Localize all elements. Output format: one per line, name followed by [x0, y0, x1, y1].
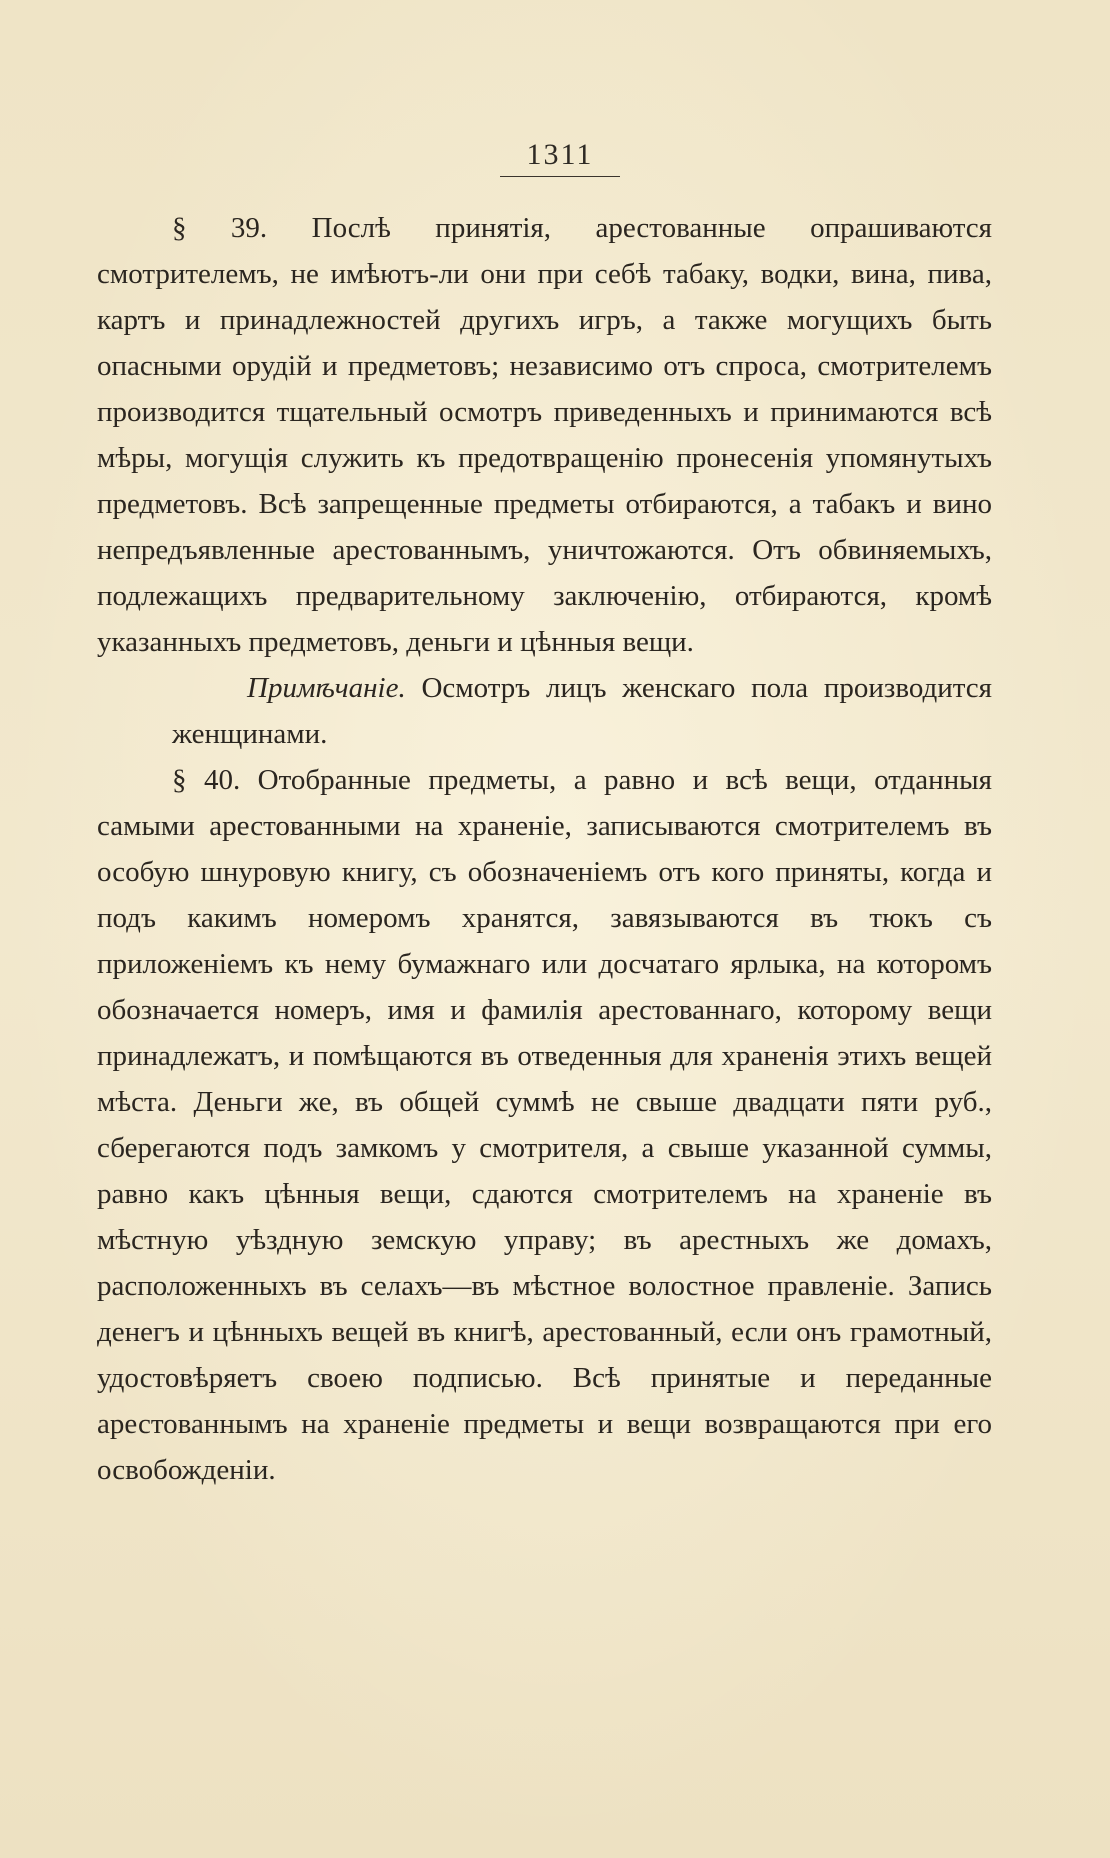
- text-column: [97, 205, 992, 1493]
- section-40: [97, 757, 992, 1493]
- section-39-mark: § 39.: [172, 212, 268, 244]
- section-39-text: Послѣ принятія, арестованные опрашиваются смотрителемъ, не имѣютъ-ли они при себѣ табаку, водки, вина, пива, картъ и принадлежностей другихъ игръ, а также могущихъ быть опасными орудій и предметовъ; независимо отъ спроса, смотрителемъ производится тщательный осмотръ приведенныхъ и принимаются всѣ мѣры, могущія служить къ предотвращенію пронесенія упомянутыхъ предметовъ. Всѣ запрещенные предметы отбираются, а табакъ и вино непредъявленные арестованнымъ, уничтожаются. Отъ обвиняемыхъ, подлежащихъ предварительному заключенію, отбираются, кромѣ указанныхъ предметовъ, деньги и цѣнныя вещи.: [97, 212, 993, 658]
- section-39: [97, 205, 992, 665]
- section-40-text: Отобранные предметы, а равно и всѣ вещи, отданныя самыми арестованными на храненіе, записываются смотрителемъ въ особую шнуровую книгу, съ обозначеніемъ отъ кого приняты, когда и подъ какимъ номеромъ хранятся, завязываются въ тюкъ съ приложеніемъ къ нему бумажнаго или досчатаго ярлыка, на которомъ обозначается номеръ, имя и фамилія арестованнаго, которому вещи принадлежатъ, и помѣщаются въ отведенныя для храненія этихъ вещей мѣста. Деньги же, въ общей суммѣ не свыше двадцати пяти руб., сберегаются подъ замкомъ у смотрителя, а свыше указанной суммы, равно какъ цѣнныя вещи, сдаются смотрителемъ на храненіе въ мѣстную уѣздную земскую управу; въ арестныхъ же домахъ, расположенныхъ въ селахъ—въ мѣстное волостное правленіе. Запись денегъ и цѣнныхъ вещей въ книгѣ, арестованный, если онъ грамотный, удостовѣряетъ своею подписью. Всѣ принятые и переданные арестованнымъ на храненіе предметы и вещи возвращаются при его освобожденіи.: [97, 764, 992, 1486]
- note-text: Осмотръ лицъ женскаго пола производится женщинами.: [172, 672, 992, 750]
- page-number: 1311: [526, 138, 594, 171]
- section-40-mark: § 40.: [172, 764, 241, 796]
- note-label: Примѣчаніе.: [247, 672, 406, 704]
- note-paragraph: [97, 665, 992, 757]
- page-number-rule: [500, 176, 620, 177]
